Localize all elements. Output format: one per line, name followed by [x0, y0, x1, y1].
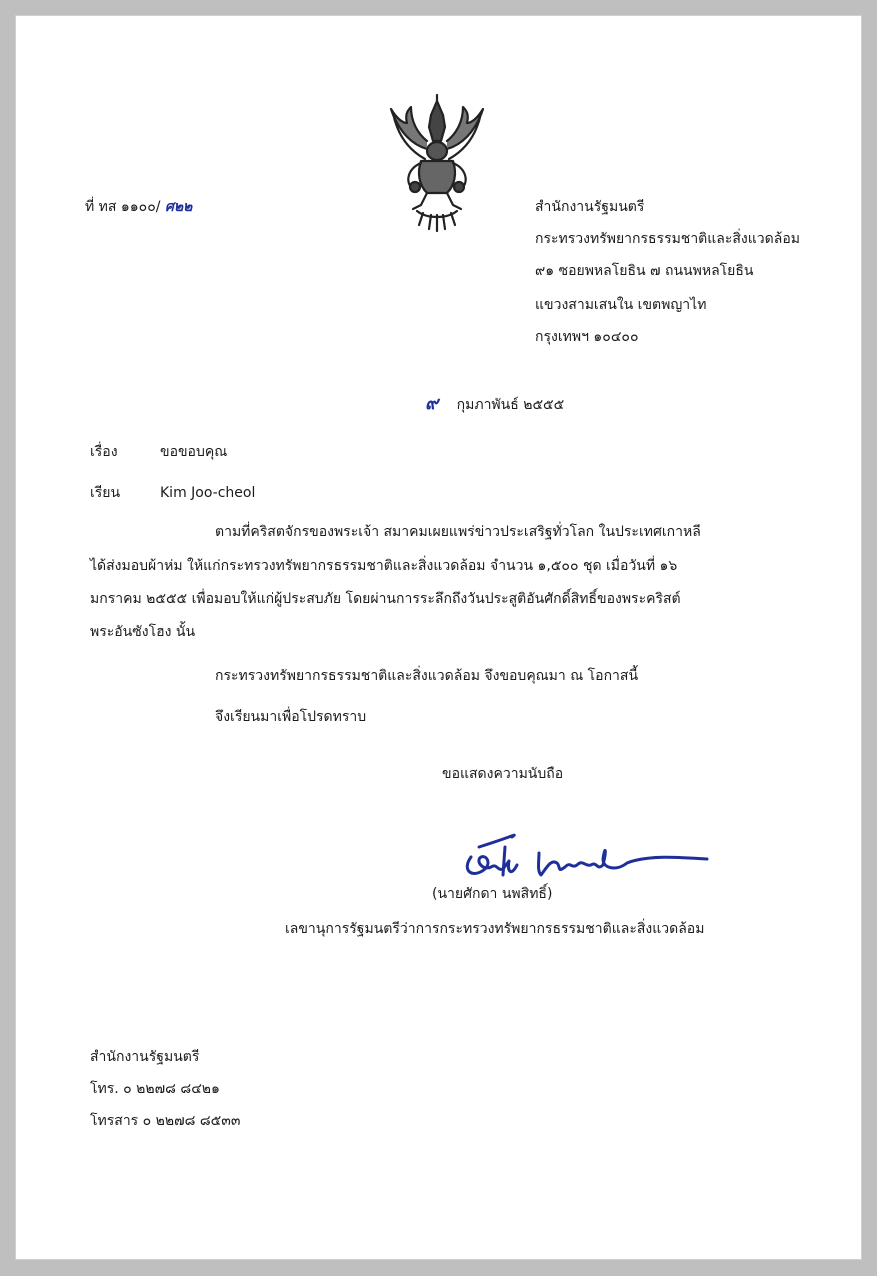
- letter-date: [425, 395, 564, 414]
- reference-number: [85, 198, 192, 216]
- paragraph-line: ตามที่คริสตจักรของพระเจ้า สมาคมเผยแพร่ข่าวประเสริฐทั่วโลก ในประเทศเกาหลี: [215, 524, 701, 540]
- paragraph-line: ได้ส่งมอบผ้าห่ม ให้แก่กระทรวงทรัพยากรธรรมชาติและสิ่งแวดล้อม จำนวน ๑,๕๐๐ ชุด เมื่อวันที่ ๑๖: [90, 558, 678, 574]
- paragraph-line: พระอันซังโฮง นั้น: [90, 624, 196, 640]
- recipient-label: เรียน: [90, 485, 121, 501]
- footer-office: สำนักงานรัฐมนตรี: [90, 1049, 200, 1065]
- date-month-year: กุมภาพันธ์ ๒๕๕๕: [456, 397, 565, 413]
- body-paragraph-2: กระทรวงทรัพยากรธรรมชาติและสิ่งแวดล้อม จึงขอบคุณมา ณ โอกาสนี้: [215, 668, 639, 684]
- signatory-name: (นายศักดา นพสิทธิ์): [432, 886, 553, 902]
- garuda-emblem-icon: [377, 93, 497, 233]
- handwritten-signature-icon: [457, 827, 717, 887]
- reference-label: ที่ ทส ๑๑๐๐/: [85, 199, 161, 215]
- subject-label: เรื่อง: [90, 444, 118, 460]
- body-paragraph-3: จึงเรียนมาเพื่อโปรดทราบ: [215, 709, 367, 725]
- address-line: กระทรวงทรัพยากรธรรมชาติและสิ่งแวดล้อม: [535, 231, 800, 247]
- signatory-title: เลขานุการรัฐมนตรีว่าการกระทรวงทรัพยากรธรรมชาติและสิ่งแวดล้อม: [285, 921, 705, 937]
- closing-salutation: ขอแสดงความนับถือ: [442, 766, 564, 782]
- address-line: ๙๑ ซอยพหลโยธิน ๗ ถนนพหลโยธิน: [535, 263, 754, 279]
- footer-fax: โทรสาร ๐ ๒๒๗๘ ๘๕๓๓: [90, 1113, 241, 1129]
- address-line: แขวงสามเสนใน เขตพญาไท: [535, 297, 707, 313]
- letter-page: [15, 15, 862, 1260]
- footer-phone: โทร. ๐ ๒๒๗๘ ๘๔๒๑: [90, 1081, 220, 1097]
- date-handwritten-day: ๙: [425, 393, 439, 414]
- recipient-value: Kim Joo-cheol: [160, 485, 256, 501]
- reference-handwritten-number: ศ๒๒: [164, 199, 193, 215]
- address-line: กรุงเทพฯ ๑๐๔๐๐: [535, 329, 639, 345]
- paragraph-line: มกราคม ๒๕๕๕ เพื่อมอบให้แก่ผู้ประสบภัย โดยผ่านการระลึกถึงวันประสูติอันศักดิ์สิทธิ์ของพระคริสต์: [90, 591, 681, 607]
- subject-value: ขอขอบคุณ: [160, 444, 228, 460]
- address-line: สำนักงานรัฐมนตรี: [535, 199, 645, 215]
